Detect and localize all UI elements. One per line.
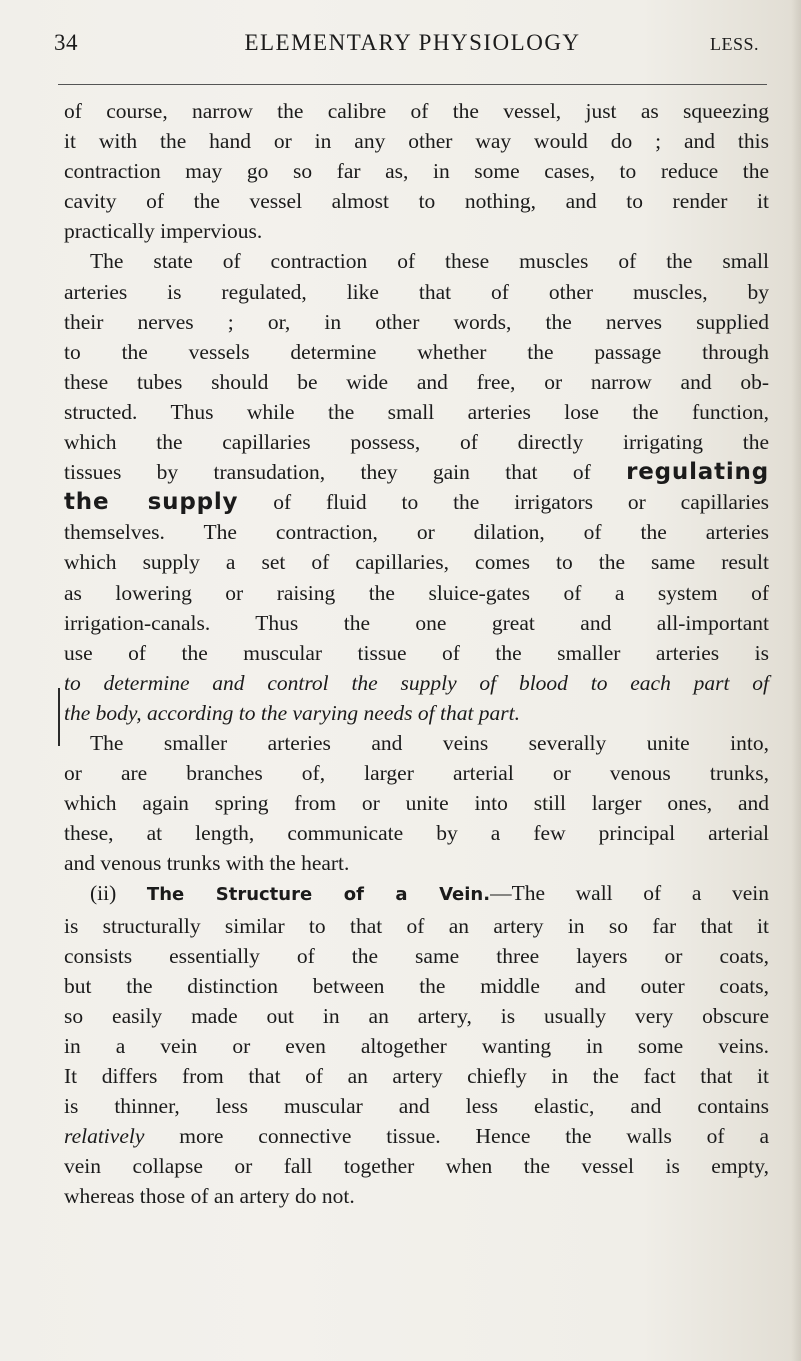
text-line: structed. Thus while the small arteries lose the function,	[64, 399, 769, 424]
text-line: which again spring from or unite into still larger ones, and	[64, 791, 769, 816]
text-line	[64, 457, 769, 487]
running-title: ELEMENTARY PHYSIOLOGY	[244, 30, 581, 55]
text-line: contraction may go so far as, in some cases, to reduce the	[64, 159, 769, 184]
text-line: these, at length, communicate by a few principal arterial	[64, 821, 769, 846]
text-line: of course, narrow the calibre of the vessel, just as squeezing	[64, 99, 769, 123]
text-run: tissues by transudation, they gain that of	[64, 460, 591, 485]
text-line: arteries is regulated, like that of other muscles, by	[64, 279, 769, 304]
section-number: (ii)	[90, 881, 117, 906]
text-line: It differs from that of an artery chiefly in the fact that it	[64, 1064, 769, 1088]
text-line	[64, 698, 769, 728]
section-heading: The Structure of a Vein.	[146, 884, 491, 906]
emphasis-text: the supply	[64, 489, 239, 516]
text-line	[64, 668, 769, 698]
text-line	[64, 487, 769, 517]
text-line: or are branches of, larger arterial or venous trunks,	[64, 761, 769, 786]
text-line: is thinner, less muscular and less elastic, and contains	[64, 1094, 769, 1119]
text-line: vein collapse or fall together when the vessel is empty,	[64, 1154, 769, 1179]
text-line: as lowering or raising the sluice-gates of a system of	[64, 580, 769, 605]
text-line: but the distinction between the middle and outer coats,	[64, 973, 769, 998]
paragraph-3	[64, 728, 769, 878]
running-header	[54, 28, 771, 58]
text-run: more connective tissue. Hence the walls of a	[179, 1124, 769, 1149]
text-line: so easily made out in an artery, is usually very obscure	[64, 1003, 769, 1028]
text-line: whereas those of an artery do not.	[64, 1184, 355, 1209]
text-line: use of the muscular tissue of the smaller arteries is	[64, 640, 769, 665]
text-line: in a vein or even altogether wanting in some veins.	[64, 1033, 769, 1058]
text-line: is structurally similar to that of an artery in so far that it	[64, 913, 769, 938]
text-run: of fluid to the irrigators or capillaries	[273, 490, 769, 515]
text-line	[64, 878, 769, 910]
text-run: —The wall of a vein	[490, 881, 770, 906]
text-line: themselves. The contraction, or dilation, of the arteries	[64, 520, 769, 545]
paragraph-2	[64, 246, 769, 728]
paragraph-1	[64, 96, 769, 246]
italic-text: to determine and control the supply of blood to each part of	[64, 670, 769, 695]
text-line: The smaller arteries and veins severally unite into,	[90, 730, 769, 755]
text-line	[64, 1121, 769, 1151]
text-line: which supply a set of capillaries, comes to the same result	[64, 550, 769, 575]
text-line: and venous trunks with the heart.	[64, 851, 350, 876]
text-line: to the vessels determine whether the passage through	[64, 339, 769, 364]
text-line: their nerves ; or, in other words, the nerves supplied	[64, 309, 769, 334]
text-line: these tubes should be wide and free, or narrow and ob-	[64, 369, 769, 394]
margin-mark	[58, 688, 60, 746]
emphasis-text: regulating	[626, 459, 769, 486]
text-line: practically impervious.	[64, 219, 263, 244]
text-line: irrigation-canals. Thus the one great and all-important	[64, 610, 769, 635]
lesson-abbreviation: LESS.	[709, 34, 759, 54]
text-line: cavity of the vessel almost to nothing, and to render it	[64, 189, 769, 214]
paragraph-4	[64, 878, 769, 1211]
italic-text: relatively	[64, 1124, 145, 1149]
page-number: 34	[54, 30, 78, 55]
page-edge-shadow	[791, 0, 801, 1361]
page-body	[64, 96, 769, 1211]
italic-text: the body, according to the varying needs of that part.	[64, 700, 521, 725]
text-line: it with the hand or in any other way would do ; and this	[64, 129, 769, 154]
text-line: consists essentially of the same three layers or coats,	[64, 943, 769, 968]
text-line: which the capillaries possess, of directly irrigating the	[64, 430, 769, 455]
header-rule	[58, 84, 767, 85]
text-line: The state of contraction of these muscles of the small	[90, 249, 769, 274]
